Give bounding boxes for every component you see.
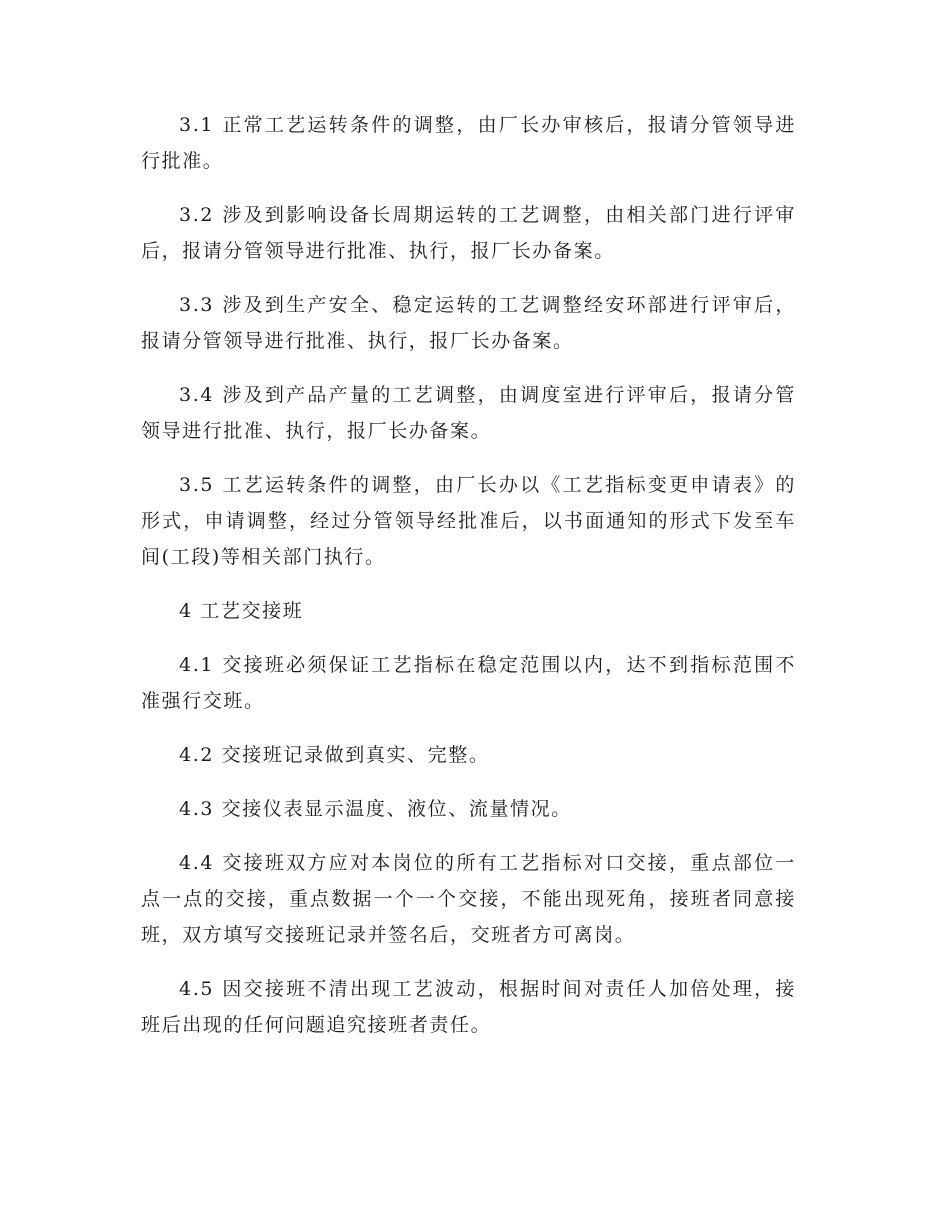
document-body <box>141 107 796 1061</box>
paragraph-4-2: 4.2 交接班记录做到真实、完整。 <box>179 744 490 766</box>
paragraph-3-4: 3.4 涉及到产品产量的工艺调整，由调度室进行评审后，报请分管领导进行批准、执行，报厂长办备案。 <box>141 384 796 442</box>
paragraph-4-5: 4.5 因交接班不清出现工艺波动，根据时间对责任人加倍处理，接班后出现的任何问题追究接班者责任。 <box>141 978 796 1036</box>
paragraph-3-1: 3.1 正常工艺运转条件的调整，由厂长办审核后，报请分管领导进行批准。 <box>141 114 796 172</box>
paragraph-4-4: 4.4 交接班双方应对本岗位的所有工艺指标对口交接，重点部位一点一点的交接，重点数据一个一个交接，不能出现死角，接班者同意接班，双方填写交接班记录并签名后，交班者方可离岗。 <box>141 852 796 946</box>
paragraph-3-2: 3.2 涉及到影响设备长周期运转的工艺调整，由相关部门进行评审后，报请分管领导进行批准、执行，报厂长办备案。 <box>141 204 796 262</box>
section-heading-4: 4 工艺交接班 <box>179 600 304 622</box>
paragraph-3-3: 3.3 涉及到生产安全、稳定运转的工艺调整经安环部进行评审后，报请分管领导进行批准、执行，报厂长办备案。 <box>141 294 796 352</box>
paragraph-3-5: 3.5 工艺运转条件的调整，由厂长办以《工艺指标变更申请表》的形式，申请调整，经过分管领导经批准后，以书面通知的形式下发至车间(工段)等相关部门执行。 <box>141 474 796 568</box>
paragraph-4-1: 4.1 交接班必须保证工艺指标在稳定范围以内，达不到指标范围不准强行交班。 <box>141 654 796 712</box>
paragraph-4-3: 4.3 交接仪表显示温度、液位、流量情况。 <box>179 798 572 820</box>
